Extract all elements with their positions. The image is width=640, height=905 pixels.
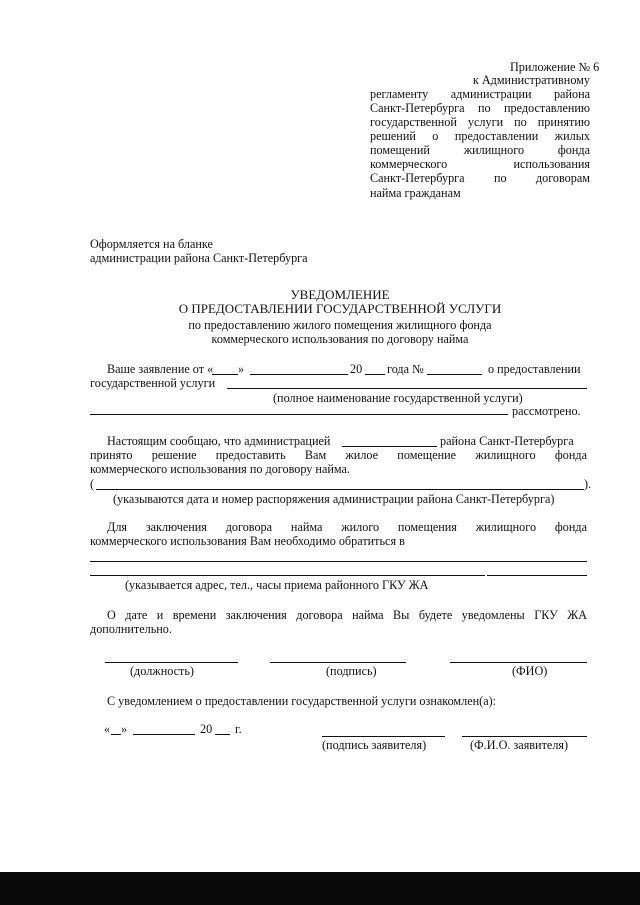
application-about: о предоставлении [488, 362, 581, 376]
notice-title: УВЕДОМЛЕНИЕ [290, 287, 390, 302]
ack-month-field[interactable] [133, 734, 195, 735]
application-prefix: Ваше заявление от « [107, 362, 214, 376]
ack-date-close: » [121, 722, 128, 736]
applicant-name-field[interactable] [462, 736, 587, 737]
appendix-line: государственной услуги по принятию [370, 115, 590, 129]
month-field[interactable] [250, 374, 348, 375]
full-name-caption: (ФИО) [512, 664, 548, 678]
notice-heading-line: по предоставлению жилого помещения жилищного фонда [188, 318, 492, 332]
service-label: государственной услуги [90, 376, 216, 390]
order-details-hint: (указываются дата и номер распоряжения администрации района Санкт-Петербурга) [113, 492, 555, 506]
application-quote-close: » [238, 362, 245, 376]
ack-year-suffix: г. [235, 722, 242, 736]
position-caption: (должность) [130, 664, 194, 678]
address-field-continued[interactable] [90, 575, 485, 576]
blank-note-line: Оформляется на бланке [90, 237, 213, 251]
contract-text: коммерческого использования Вам необходимо обратиться в [90, 534, 405, 548]
year-field[interactable] [365, 374, 385, 375]
decision-text: Настоящим сообщаю, что администрацией [107, 434, 331, 448]
blank-note-line: администрации района Санкт-Петербурга [90, 251, 308, 265]
acknowledge-text: С уведомлением о предоставлении государственной услуги ознакомлен(а): [107, 694, 497, 708]
notice-text: О дате и времени заключения договора найма Вы будете уведомлены ГКУ ЖА [107, 608, 587, 622]
decision-text: района Санкт-Петербурга [440, 434, 574, 448]
day-field[interactable] [212, 374, 238, 375]
appendix-line: Санкт-Петербурга по договорам [370, 171, 590, 185]
appendix-line: регламенту администрации района [370, 87, 590, 101]
address-field-end[interactable] [487, 575, 587, 576]
application-number-field[interactable] [427, 374, 482, 375]
position-field[interactable] [105, 662, 238, 663]
reviewed-text: рассмотрено. [512, 404, 581, 418]
administration-field[interactable] [342, 446, 437, 447]
scan-edge-bar [0, 872, 640, 905]
service-hint: (полное наименование государственной услуги) [273, 391, 523, 405]
contract-text: Для заключения договора найма жилого помещения жилищного фонда [107, 520, 587, 534]
appendix-title: Приложение № 6 [510, 60, 600, 74]
service-name-field-continued[interactable] [90, 414, 508, 415]
appendix-line: решений о предоставлении жилых [370, 129, 590, 143]
signature-caption: (подпись) [326, 664, 377, 678]
applicant-signature-caption: (подпись заявителя) [322, 738, 427, 752]
paren-open: ( [90, 477, 95, 491]
order-details-field[interactable] [96, 489, 584, 490]
full-name-field[interactable] [450, 662, 587, 663]
appendix-line: Санкт-Петербурга по предоставлению [370, 101, 590, 115]
service-name-field[interactable] [227, 388, 587, 389]
appendix-line: найма гражданам [370, 186, 461, 200]
appendix-line: помещений жилищного фонда [370, 143, 590, 157]
ack-date-open: « [104, 722, 111, 736]
decision-text: принято решение предоставить Вам жилое помещение жилищного фонда [90, 448, 587, 462]
signature-field[interactable] [270, 662, 406, 663]
ack-year-field[interactable] [215, 734, 230, 735]
paren-close: ). [584, 477, 592, 491]
application-year-suffix: года № [387, 362, 424, 376]
applicant-name-caption: (Ф.И.О. заявителя) [470, 738, 569, 752]
appendix-line: коммерческого использования [370, 157, 590, 171]
decision-text: коммерческого использования по договору найма. [90, 462, 350, 476]
notice-text: дополнительно. [90, 622, 172, 636]
notice-heading-line: коммерческого использования по договору найма [211, 332, 469, 346]
address-field[interactable] [90, 561, 587, 562]
appendix-line: к Административному [472, 73, 590, 87]
notice-subtitle: О ПРЕДОСТАВЛЕНИИ ГОСУДАРСТВЕННОЙ УСЛУГИ [178, 301, 502, 316]
application-year: 20 [350, 362, 363, 376]
ack-day-field[interactable] [111, 734, 121, 735]
address-hint: (указывается адрес, тел., часы приема районного ГКУ ЖА [125, 578, 429, 592]
ack-year: 20 [200, 722, 213, 736]
applicant-signature-field[interactable] [322, 736, 445, 737]
